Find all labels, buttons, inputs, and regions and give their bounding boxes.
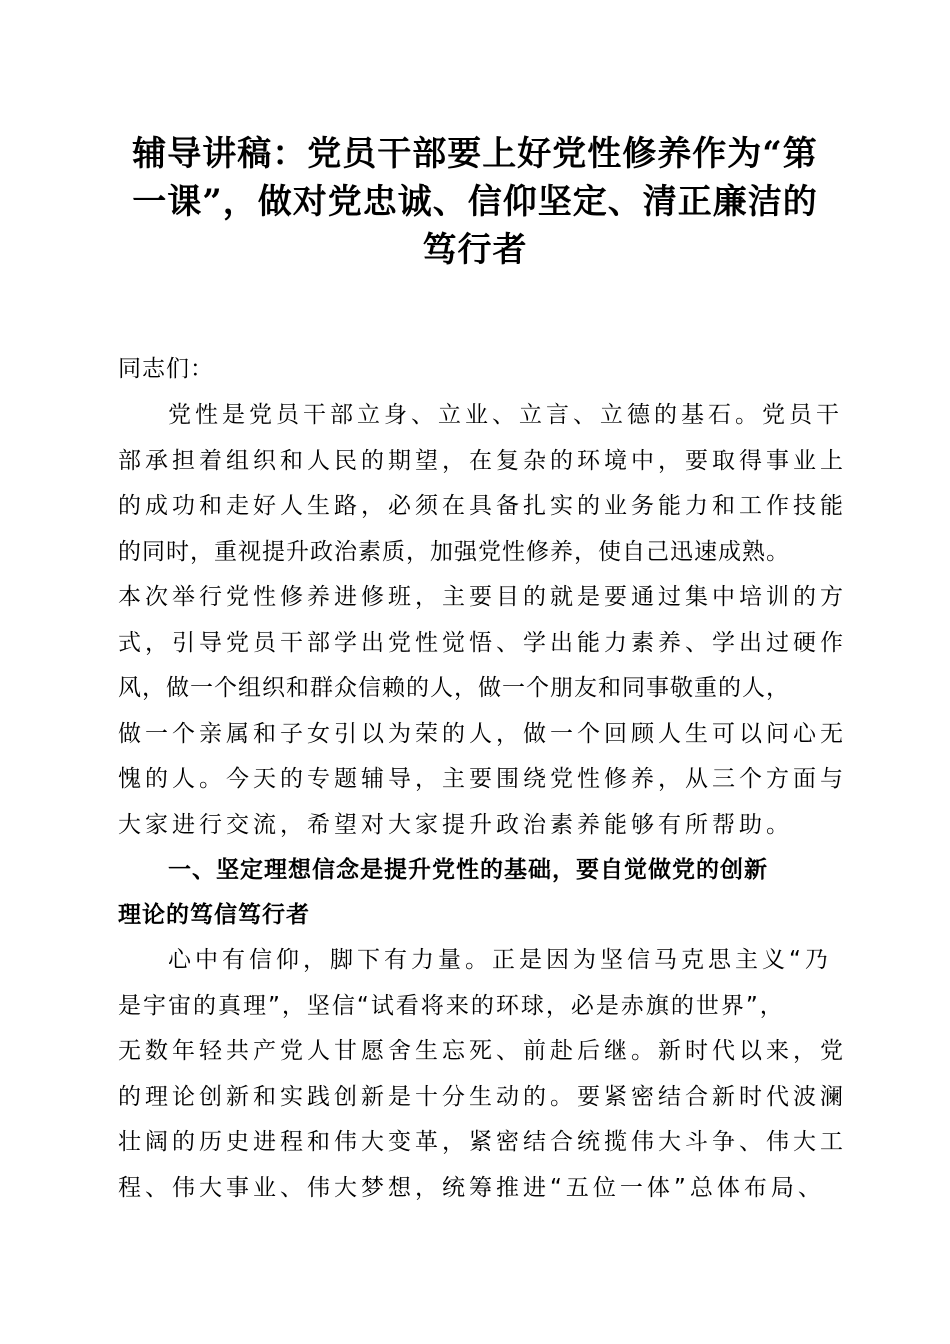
title-line: 笃行者: [422, 230, 528, 270]
paragraph-line: 做一个亲属和子女引以为荣的人，做一个回顾人生可以问心无: [118, 720, 847, 747]
paragraph-line: 部承担着组织和人民的期望，在复杂的环境中，要取得事业上: [118, 447, 847, 474]
paragraph-line: 壮阔的历史进程和伟大变革，紧密结合统揽伟大斗争、伟大工: [118, 1129, 847, 1155]
paragraph-section-1: [118, 938, 847, 1211]
title-line: 辅导讲稿：党员干部要上好党性修养作为“第: [132, 134, 818, 174]
heading-line: 理论的笃信笃行者: [118, 902, 310, 928]
paragraph-line: 的理论创新和实践创新是十分生动的。要紧密结合新时代波澜: [118, 1083, 847, 1110]
document-page: [118, 130, 847, 1211]
paragraph-line: 的同时，重视提升政治素质，加强党性修养，使自己迅速成熟。: [118, 538, 790, 565]
paragraph-intro: [118, 393, 847, 848]
paragraph-line: 心中有信仰，脚下有力量。正是因为坚信马克思主义“乃: [168, 947, 832, 973]
paragraph-line: 无数年轻共产党人甘愿舍生忘死、前赴后继。新时代以来，党: [118, 1038, 847, 1064]
paragraph-line: 式，引导党员干部学出党性觉悟、学出能力素养、学出过硬作: [118, 629, 847, 656]
paragraph-line: 愧的人。今天的专题辅导，主要围绕党性修养，从三个方面与: [118, 766, 847, 792]
document-title: [118, 130, 832, 274]
title-line: 一课”，做对党忠诚、信仰坚定、清正廉洁的: [132, 182, 818, 222]
paragraph-line: 大家进行交流，希望对大家提升政治素养能够有所帮助。: [118, 811, 793, 838]
heading-line: 一、坚定理想信念是提升党性的基础，要自觉做党的创新: [168, 857, 768, 883]
salutation: 同志们：: [118, 356, 214, 382]
paragraph-line: 程、伟大事业、伟大梦想，统筹推进“五位一体”总体布局、: [118, 1174, 825, 1201]
paragraph-line: 的成功和走好人生路，必须在具备扎实的业务能力和工作技能: [118, 493, 847, 519]
paragraph-line: 本次举行党性修养进修班，主要目的就是要通过集中培训的方: [118, 584, 847, 610]
section-heading-1: [118, 848, 832, 938]
paragraph-line: 风，做一个组织和群众信赖的人，做一个朋友和同事敬重的人，: [118, 675, 790, 701]
paragraph-line: 党性是党员干部立身、立业、立言、立德的基石。党员干: [168, 402, 843, 428]
paragraph-line: 是宇宙的真理”，坚信“试看将来的环球，必是赤旗的世界”，: [118, 992, 785, 1019]
